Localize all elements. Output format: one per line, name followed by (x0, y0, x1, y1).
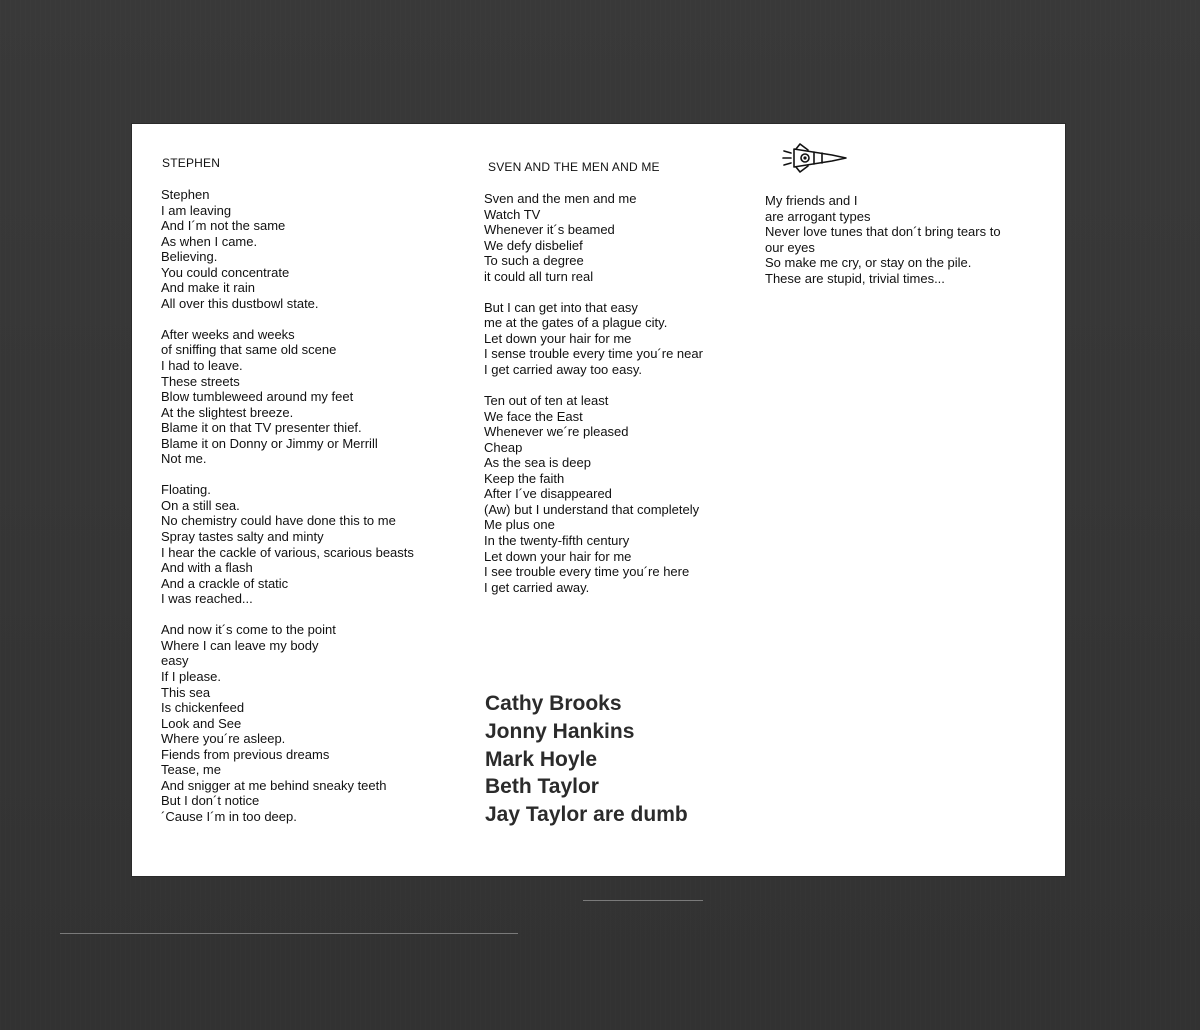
lyric-line: As the sea is deep (484, 455, 591, 471)
stanza (484, 191, 703, 284)
lyric-sheet (132, 124, 1065, 876)
lyric-line: Let down your hair for me (484, 330, 632, 346)
lyric-line: My friends and I (765, 193, 858, 208)
lyric-line: Tease, me (161, 762, 221, 778)
scan-artifact-line (60, 933, 518, 934)
lyrics-stephen (161, 187, 414, 824)
credit-name: Jay Taylor are dumb (485, 803, 688, 827)
lyric-line: So make me cry, or stay on the pile. (765, 255, 972, 271)
lyric-line: Spray tastes salty and minty (161, 529, 324, 545)
credit-name: Cathy Brooks (485, 692, 622, 715)
lyric-line: And I´m not the same (161, 218, 286, 234)
lyric-line: Floating. (161, 482, 211, 498)
lyric-line: On a still sea. (161, 497, 240, 513)
lyric-line: This sea (161, 684, 211, 700)
lyric-line: Whenever we´re pleased (484, 424, 629, 440)
lyric-line: Ten out of ten at least (484, 393, 609, 409)
lyric-line: After weeks and weeks (161, 326, 295, 342)
lyric-line: Not me. (161, 451, 207, 467)
lyric-line: Blow tumbleweed around my feet (161, 389, 354, 405)
lyric-line: If I please. (161, 668, 221, 684)
stanza (161, 482, 414, 606)
lyric-line: Blame it on Donny or Jimmy or Merrill (161, 435, 378, 451)
lyric-line: But I can get into that easy (484, 299, 638, 315)
lyric-line: Stephen (161, 187, 210, 202)
lyric-line: I see trouble every time you´re here (484, 564, 690, 580)
lyric-line: Keep the faith (484, 470, 565, 486)
lyric-line: easy (161, 653, 189, 669)
lyric-line: You could concentrate (161, 264, 290, 280)
lyric-line: And with a flash (161, 560, 253, 576)
lyric-line: are arrogant types (765, 208, 871, 224)
lyric-line: (Aw) but I understand that completely (484, 501, 700, 517)
lyric-line: We defy disbelief (484, 237, 583, 253)
lyric-line: I get carried away. (484, 579, 590, 595)
rocket-icon (782, 140, 850, 176)
lyric-line: Look and See (161, 715, 242, 731)
lyric-line: But I don´t notice (161, 793, 260, 809)
stanza (161, 327, 414, 467)
lyric-line: I had to leave. (161, 358, 243, 374)
stanza (161, 187, 414, 311)
lyric-line: it could all turn real (484, 268, 594, 284)
stanza (765, 193, 1001, 286)
lyric-line: Is chickenfeed (161, 700, 245, 716)
lyrics-arrogant-types (765, 193, 1001, 286)
band-credits (485, 690, 688, 829)
lyric-line: No chemistry could have done this to me (161, 513, 396, 529)
lyric-line: of sniffing that same old scene (161, 342, 337, 358)
lyric-line: To such a degree (484, 253, 584, 269)
song-title-sven: SVEN AND THE MEN AND ME (488, 160, 660, 174)
lyric-line: Where I can leave my body (161, 637, 319, 653)
lyric-line: These streets (161, 373, 240, 389)
lyric-line: I was reached... (161, 591, 253, 607)
lyrics-sven (484, 191, 703, 595)
stanza (161, 622, 414, 824)
stanza (484, 300, 703, 378)
credit-name: Jonny Hankins (485, 719, 635, 743)
lyric-line: Sven and the men and me (484, 191, 637, 206)
lyric-line: After I´ve disappeared (484, 486, 612, 502)
lyric-line: I hear the cackle of various, scarious beasts (161, 544, 414, 560)
song-title-stephen: STEPHEN (162, 156, 221, 170)
scan-artifact-line (583, 900, 703, 901)
lyric-line: Believing. (161, 249, 218, 265)
lyric-line: As when I came. (161, 233, 258, 249)
lyric-line: our eyes (765, 239, 815, 255)
lyric-line: At the slightest breeze. (161, 404, 294, 420)
lyric-line: I sense trouble every time you´re near (484, 346, 703, 362)
lyric-line: These are stupid, trivial times... (765, 270, 945, 286)
lyric-line: Blame it on that TV presenter thief. (161, 420, 362, 436)
lyric-line: Never love tunes that don´t bring tears to (765, 224, 1001, 240)
lyric-line: And now it´s come to the point (161, 622, 336, 638)
lyric-line: I am leaving (161, 202, 232, 218)
stanza (484, 393, 703, 595)
lyric-line: We face the East (484, 408, 583, 424)
lyric-line: I get carried away too easy. (484, 362, 643, 378)
credit-name: Mark Hoyle (485, 747, 598, 771)
lyric-line: Me plus one (484, 517, 555, 533)
lyric-line: ´Cause I´m in too deep. (161, 808, 297, 824)
lyric-line: All over this dustbowl state. (161, 295, 319, 311)
lyric-line: And make it rain (161, 280, 255, 296)
lyric-line: Where you´re asleep. (161, 731, 286, 747)
lyric-line: Fiends from previous dreams (161, 746, 330, 762)
lyric-line: Cheap (484, 439, 523, 455)
lyric-line: Watch TV (484, 206, 541, 222)
lyric-line: And a crackle of static (161, 575, 289, 591)
lyric-line: Whenever it´s beamed (484, 222, 615, 238)
lyric-line: In the twenty-fifth century (484, 533, 630, 549)
lyric-line: And snigger at me behind sneaky teeth (161, 777, 387, 793)
lyric-line: Let down your hair for me (484, 548, 632, 564)
lyric-line: me at the gates of a plague city. (484, 315, 668, 331)
credit-name: Beth Taylor (485, 775, 599, 799)
